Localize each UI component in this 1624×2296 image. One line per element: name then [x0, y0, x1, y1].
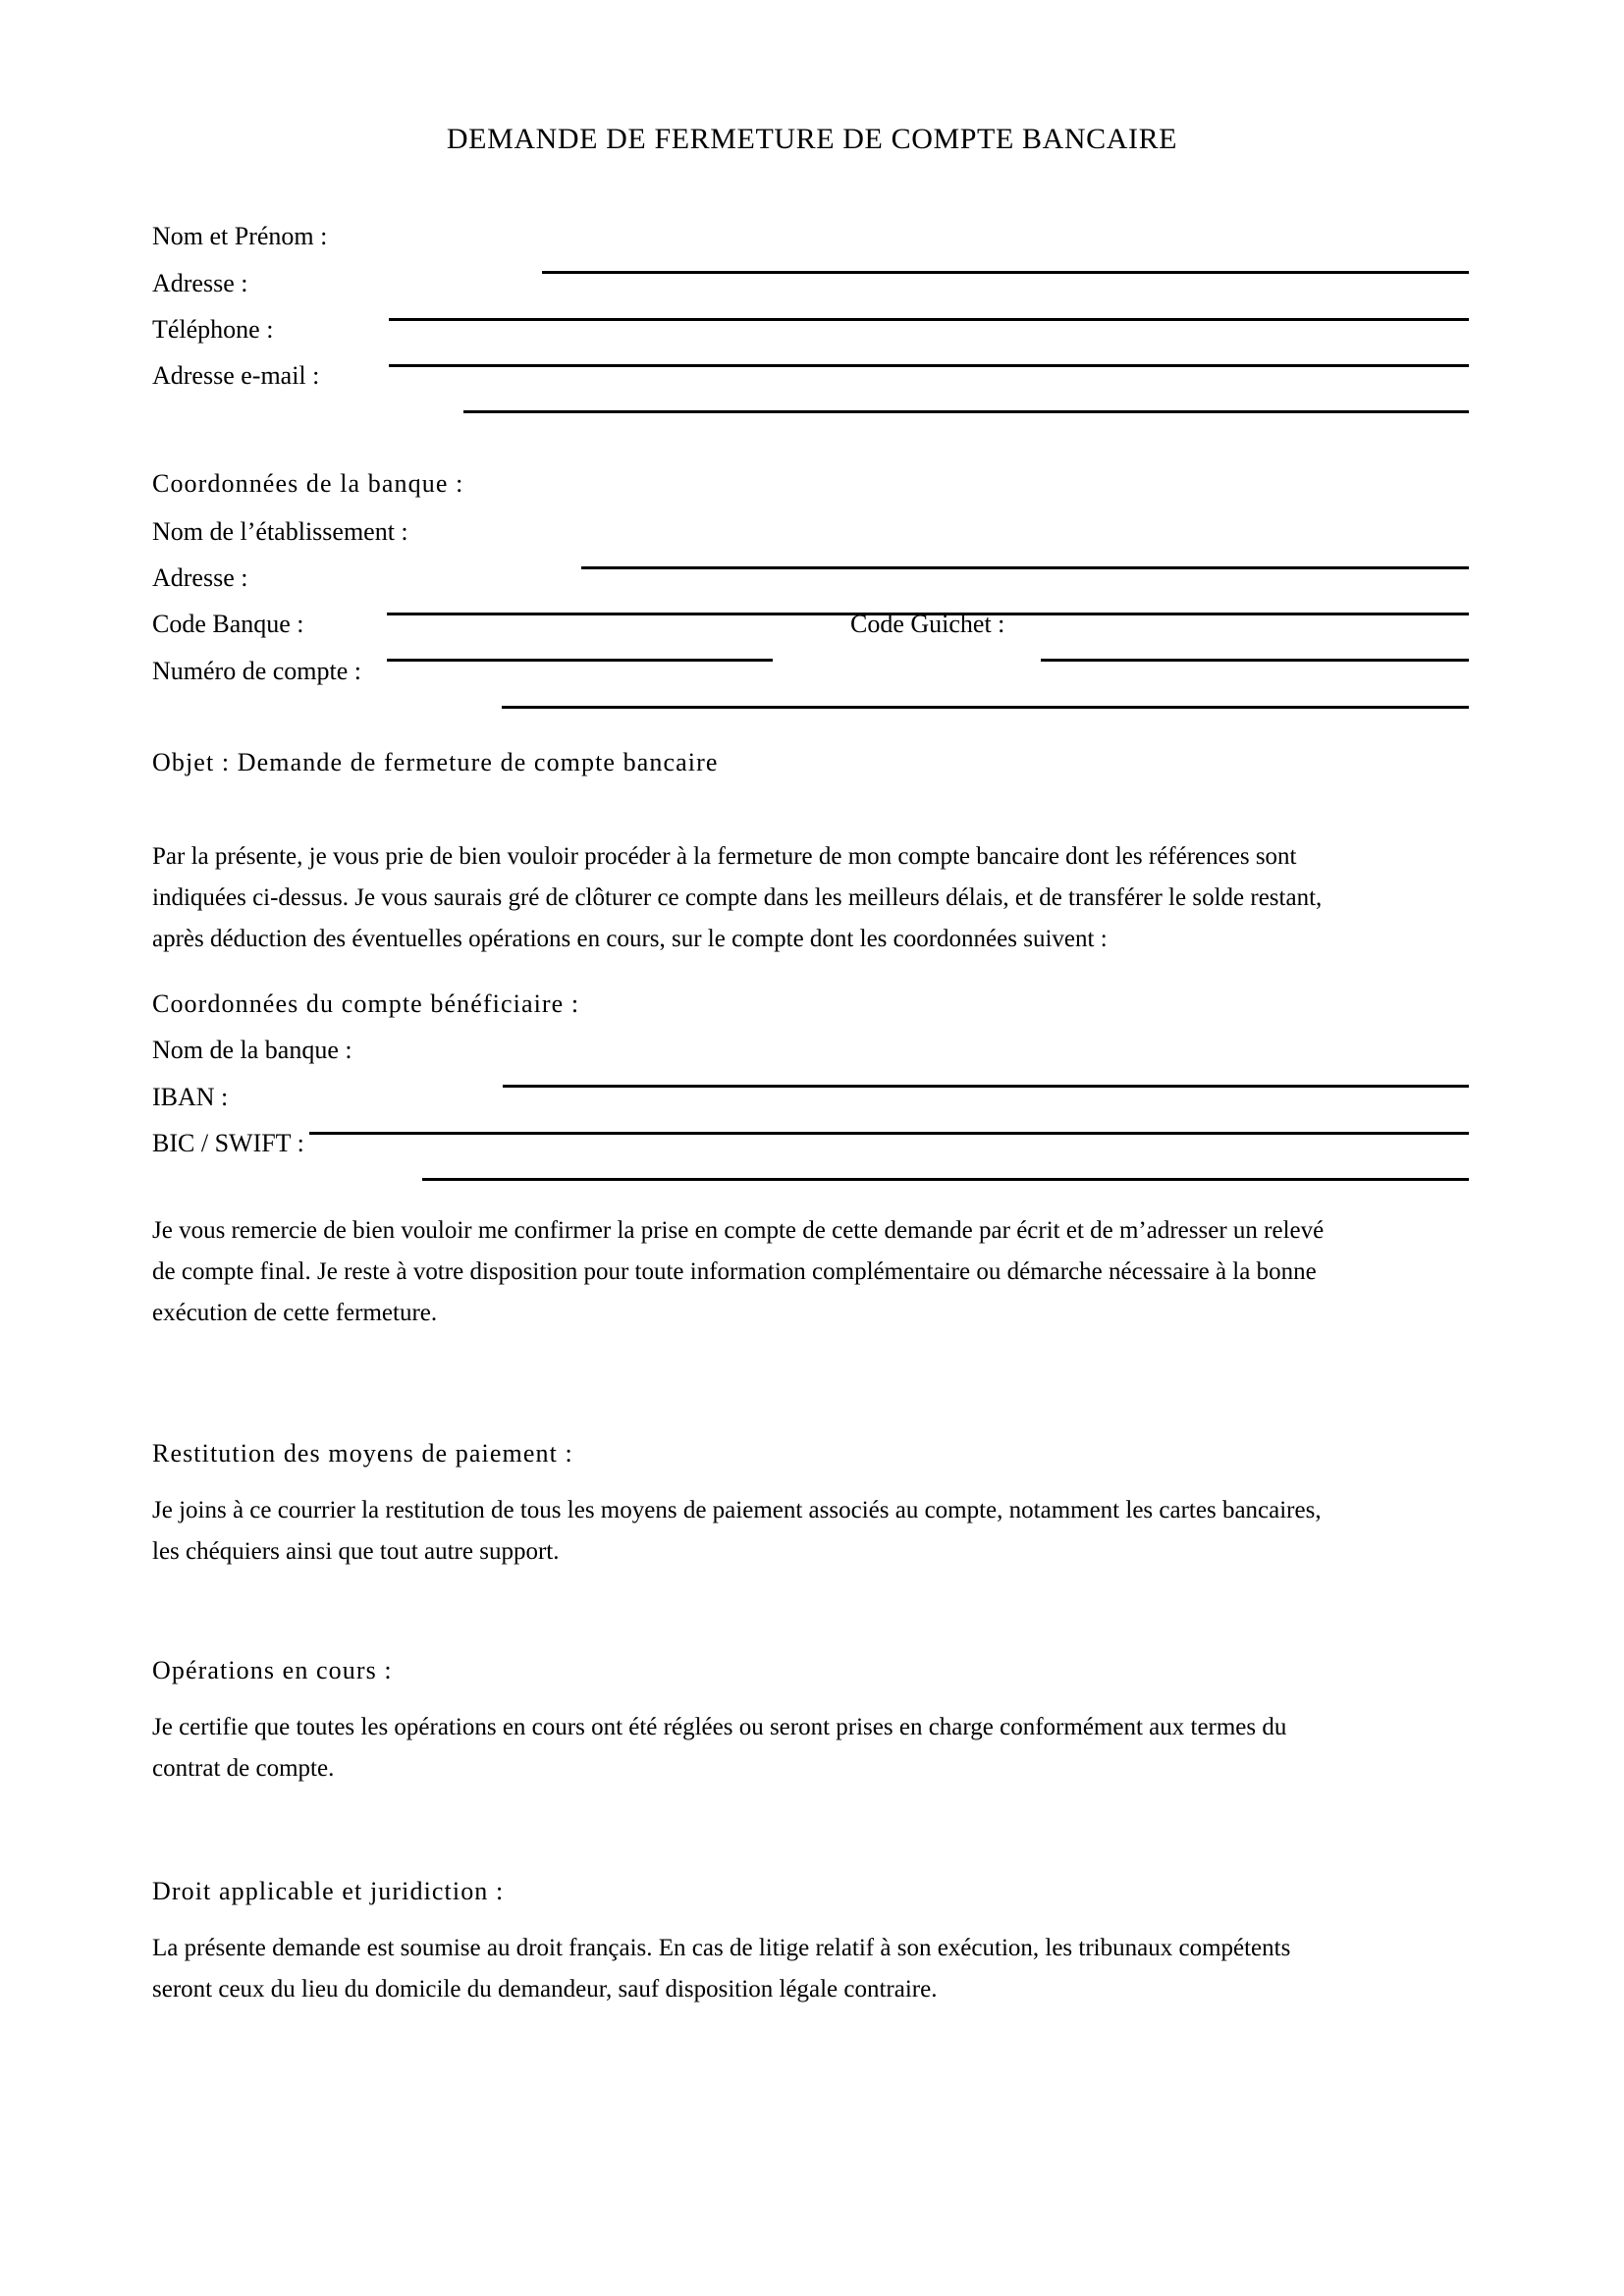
heading-droit-applicable: Droit applicable et juridiction :	[152, 1877, 505, 1905]
input-rule-adresse[interactable]	[389, 318, 1469, 321]
input-rule-adresse-email[interactable]	[463, 410, 1469, 413]
label-adresse-email: Adresse e-mail :	[152, 361, 320, 390]
input-rule-numero-compte[interactable]	[502, 706, 1469, 709]
restitution-paragraph-line-1: Je joins à ce courrier la restitution de tous les moyens de paiement associés au compte, notamment les cartes bancaires,	[152, 1497, 1322, 1523]
label-numero-compte: Numéro de compte :	[152, 657, 361, 685]
body-paragraph-line-3: après déduction des éventuelles opérations en cours, sur le compte dont les coordonnées suivent :	[152, 926, 1108, 952]
jurisdiction-paragraph-line-1: La présente demande est soumise au droit français. En cas de litige relatif à son exécution, les tribunaux compétents	[152, 1935, 1291, 1961]
body-paragraph-line-1: Par la présente, je vous prie de bien vouloir procéder à la fermeture de mon compte bancaire dont les références sont	[152, 843, 1297, 870]
input-rule-bic-swift[interactable]	[422, 1178, 1469, 1181]
label-nom-et-prenom: Nom et Prénom :	[152, 222, 328, 250]
operations-paragraph-line-1: Je certifie que toutes les opérations en cours ont été réglées ou seront prises en charge conformément aux termes du	[152, 1714, 1287, 1740]
input-rule-code-banque[interactable]	[387, 659, 773, 662]
heading-coordonnees-banque: Coordonnées de la banque :	[152, 469, 464, 498]
input-rule-code-guichet[interactable]	[1041, 659, 1469, 662]
restitution-paragraph-line-2: les chéquiers ainsi que tout autre support.	[152, 1538, 560, 1565]
label-bic-swift: BIC / SWIFT :	[152, 1129, 304, 1157]
heading-restitution: Restitution des moyens de paiement :	[152, 1439, 573, 1468]
thanks-paragraph-line-3: exécution de cette fermeture.	[152, 1300, 438, 1326]
operations-paragraph-line-2: contrat de compte.	[152, 1755, 335, 1782]
jurisdiction-paragraph-line-2: seront ceux du lieu du domicile du demandeur, sauf disposition légale contraire.	[152, 1976, 938, 2002]
subject-line: Objet : Demande de fermeture de compte bancaire	[152, 748, 719, 776]
heading-operations-en-cours: Opérations en cours :	[152, 1656, 393, 1684]
label-iban: IBAN :	[152, 1083, 229, 1111]
restitution-paragraph	[152, 1490, 1473, 1573]
operations-paragraph	[152, 1707, 1473, 1789]
label-nom-de-la-banque: Nom de la banque :	[152, 1036, 352, 1064]
label-telephone: Téléphone :	[152, 315, 274, 344]
label-nom-etablissement: Nom de l’établissement :	[152, 517, 408, 546]
thanks-paragraph-line-2: de compte final. Je reste à votre disposition pour toute information complémentaire ou démarche nécessaire à la bonne	[152, 1258, 1317, 1285]
page-title: DEMANDE DE FERMETURE DE COMPTE BANCAIRE	[446, 123, 1178, 155]
input-rule-iban[interactable]	[309, 1132, 1469, 1135]
thanks-paragraph-line-1: Je vous remercie de bien vouloir me confirmer la prise en compte de cette demande par écrit et de m’adresser un relevé	[152, 1217, 1325, 1244]
label-bank-adresse: Adresse :	[152, 563, 248, 592]
jurisdiction-paragraph	[152, 1928, 1473, 2010]
input-rule-nom-de-la-banque[interactable]	[503, 1085, 1469, 1088]
label-adresse: Adresse :	[152, 269, 248, 297]
thanks-paragraph	[152, 1210, 1473, 1334]
input-rule-nom-et-prenom[interactable]	[542, 271, 1469, 274]
label-code-banque: Code Banque :	[152, 610, 304, 638]
label-code-guichet: Code Guichet :	[850, 610, 1005, 638]
input-rule-telephone[interactable]	[389, 364, 1469, 367]
input-rule-nom-etablissement[interactable]	[581, 566, 1469, 569]
body-paragraph-line-2: indiquées ci-dessus. Je vous saurais gré de clôturer ce compte dans les meilleurs délais, et de transférer le solde restant,	[152, 884, 1323, 911]
body-paragraph	[152, 836, 1473, 960]
heading-coordonnees-beneficiaire: Coordonnées du compte bénéficiaire :	[152, 989, 580, 1018]
